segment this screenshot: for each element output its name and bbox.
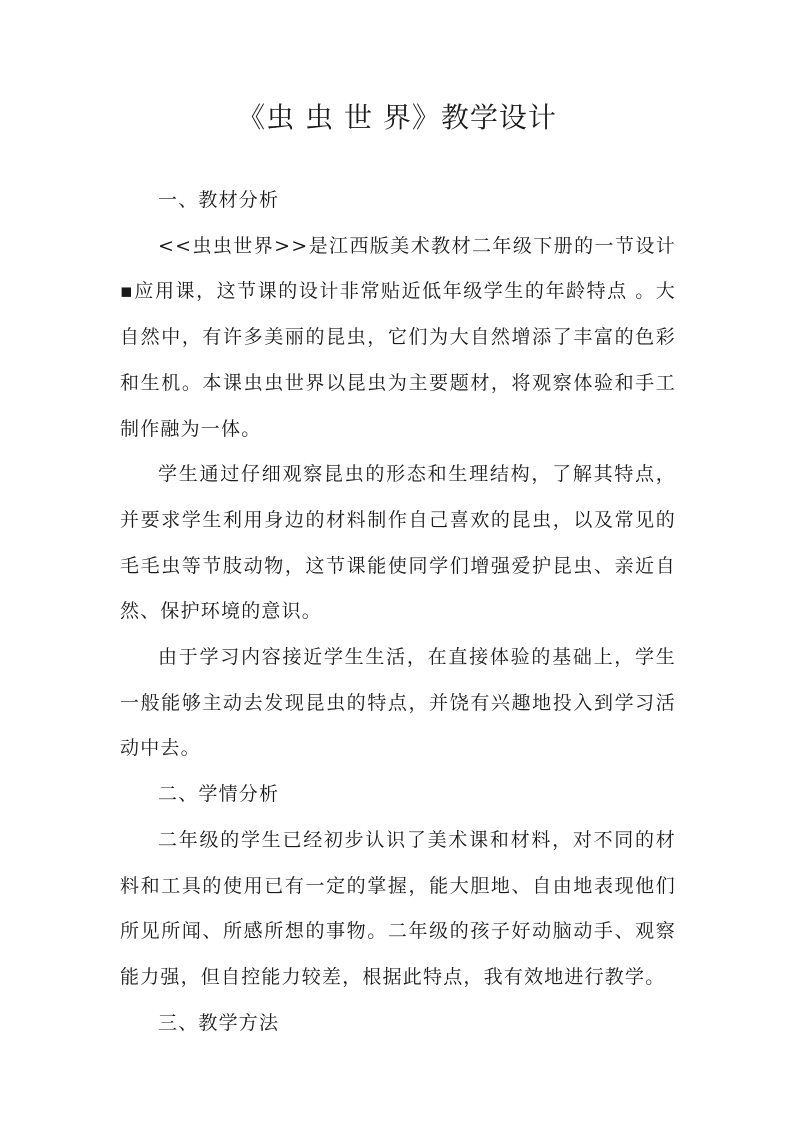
paragraph: 由于学习内容接近学生生活，在直接体验的基础上，学生一般能够主动去发现昆虫的特点，并饶有兴趣地投入到学习活动中去。 [120,646,676,760]
section-heading-materials: 一、教材分析 [158,189,280,211]
document-title: 《虫 虫 世 界》教学设计 [237,101,557,134]
paragraph: <<虫虫世界>>是江西版美术教材二年级下册的一节设计▪应用课，这节课的设计非常贴近低年级学生的年龄特点 。大自然中，有许多美丽的昆虫，它们为大自然增添了丰富的色彩和生机。本课虫虫世界以昆虫为主要题材，将观察体验和手工制作融为一体。 [120,234,676,440]
paragraph: 学生通过仔细观察昆虫的形态和生理结构，了解其特点，并要求学生利用身边的材料制作自己喜欢的昆虫，以及常见的毛毛虫等节肢动物，这节课能使同学们增强爱护昆虫、亲近自然、保护环境的意识。 [120,463,676,623]
section-heading-learners: 二、学情分析 [158,783,280,806]
section-heading-methods: 三、教学方法 [158,1011,280,1034]
document-body [120,178,676,1046]
paragraph: 二年级的学生已经初步认识了美术课和材料，对不同的材料和工具的使用已有一定的掌握，能大胆地、自由地表现他们所见所闻、所感所想的事物。二年级的孩子好动脑动手、观察能力强，但自控能力较差，根据此特点，我有效地进行教学。 [120,828,676,988]
